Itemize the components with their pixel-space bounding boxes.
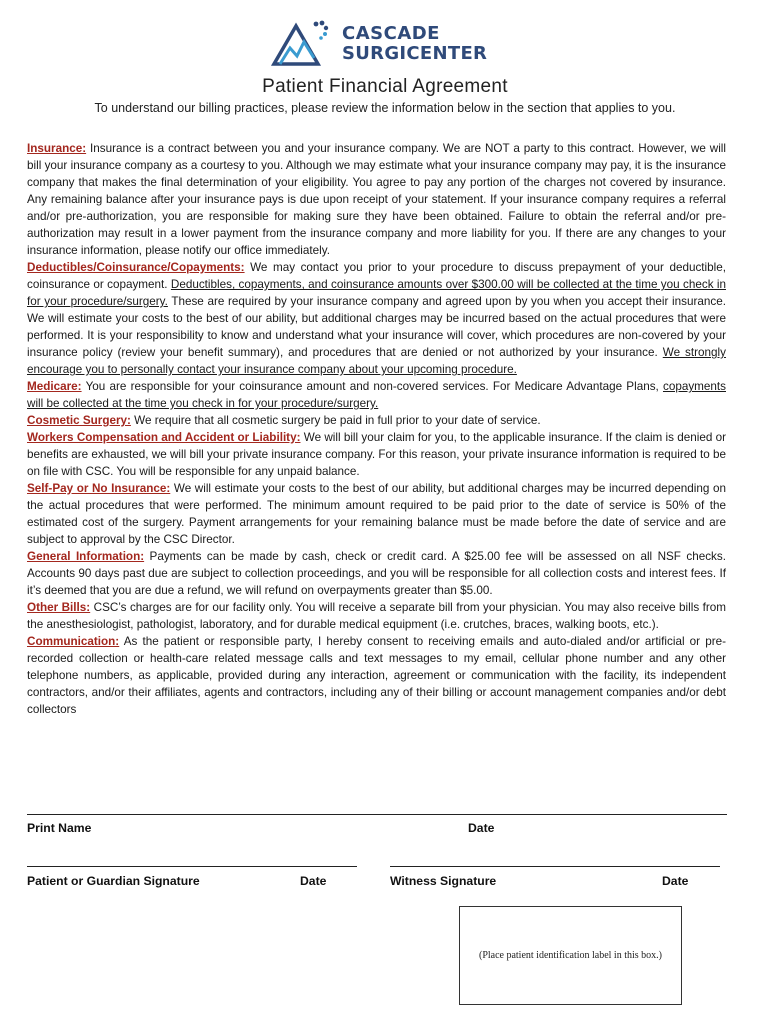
section-medicare: [27, 378, 726, 412]
section-insurance: [27, 140, 726, 259]
section-text-general: Payments can be made by cash, check or credit card. A $25.00 fee will be assessed on all NSF checks. Accounts 90 days past due are subject to collection proceedings, and you will be responsible for all collection costs and interest fees. If it’s deemed that you are due a refund, we will refund on overpayments greater than $5.00.: [27, 550, 726, 597]
section-text-insurance: Insurance is a contract between you and your insurance company. We are NOT a party to this contract. However, we will bill your insurance company as a courtesy to you. Although we may estimate what your insurance company may pay, it is the insurance company that makes the final determination of your eligibility. You agree to pay any portion of the charges not covered by insurance. Any remaining balance after your insurance pays is due upon receipt of your statement. If your insurance company requires a referral and/or pre-authorization, you are responsible for making sure they have been obtained. Failure to obtain the referral and/or pre-authorization may result in a lower payment from the insurance company and more liability for you. If there are any changes to your insurance information, please notify our office immediately.: [27, 142, 726, 257]
logo-line-1: CASCADE: [342, 23, 440, 44]
id-box-instruction: (Place patient identification label in this box.): [478, 950, 662, 961]
section-heading-communication: Communication:: [27, 635, 120, 648]
patient-signature-label: Patient or Guardian Signature: [27, 874, 200, 888]
section-workers: [27, 429, 726, 480]
section-text-selfpay: We will estimate your costs to the best of our ability, but additional charges may be incurred depending on the actual procedures that were performed. The minimum amount required to be paid prior to the date of service is 50% of the estimated cost of the surgery. Payment arrangements for your remaining balance must be made before the date of service and are subject to approval by the CSC Director.: [27, 482, 726, 546]
section-communication: [27, 633, 726, 718]
print-name-date-label: Date: [468, 821, 495, 835]
section-heading-general: General Information:: [27, 550, 145, 563]
section-heading-cosmetic: Cosmetic Surgery:: [27, 414, 131, 427]
page-title: Patient Financial Agreement: [262, 76, 508, 97]
print-name-line[interactable]: [27, 814, 727, 815]
mountain-logo-icon: [270, 18, 336, 68]
section-heading-medicare: Medicare:: [27, 380, 82, 393]
section-text-other: CSC’s charges are for our facility only. You will receive a separate bill from your physician. You may also receive bills from the anesthesiologist, pathologist, laboratory, and for durable medical equipment (i.e. crutches, braces, walking boots, etc.).: [27, 601, 726, 631]
section-selfpay: [27, 480, 726, 548]
section-text-communication: As the patient or responsible party, I hereby consent to receiving emails and auto-dialed and/or artificial or pre-recorded collection or health-care related message calls and text messages to my email, cellular phone number and any other telephone numbers, as applicable, provided during any interaction, agreement or communication with the facility, its independent contractors, and/or their affiliates, agents and contractors, including any of their billing or account management companies and/or debt collectors: [27, 635, 726, 716]
section-underline-medicare: copayments will be collected at the time you check in for your procedure/surgery.: [27, 380, 726, 410]
section-heading-workers: Workers Compensation and Accident or Liability:: [27, 431, 301, 444]
agreement-body: [27, 140, 726, 718]
section-heading-other: Other Bills:: [27, 601, 91, 614]
section-underline-deductibles-2: We strongly encourage you to personally contact your insurance company about your upcoming procedure.: [27, 346, 726, 376]
section-heading-deductibles: Deductibles/Coinsurance/Copayments:: [27, 261, 245, 274]
section-underline-deductibles: Deductibles, copayments, and coinsurance amounts over $300.00 will be collected at the time you check in for your procedure/surgery.: [27, 278, 726, 308]
section-other: [27, 599, 726, 633]
witness-signature-label: Witness Signature: [390, 874, 497, 888]
witness-date-label: Date: [662, 874, 689, 888]
witness-signature-line[interactable]: [390, 866, 720, 867]
section-text-deductibles-2: These are required by your insurance company and agreed upon by you when you accept their insurance. We will estimate your costs to the best of our ability, but additional charges may be incurred based on the actual procedures that were performed. It is your responsibility to know and understand what your insurance will cover, which procedures are non-covered by your insurance policy (review your benefit summary), and procedures that are denied or not authorized by your insurance.: [27, 295, 726, 359]
patient-signature-line[interactable]: [27, 866, 357, 867]
section-deductibles: [27, 259, 726, 378]
logo-wordmark: [342, 24, 487, 64]
section-text-medicare: You are responsible for your coinsurance amount and non-covered services. For Medicare Advantage Plans,: [81, 380, 663, 393]
section-general: [27, 548, 726, 599]
section-heading-selfpay: Self-Pay or No Insurance:: [27, 482, 171, 495]
print-name-label: Print Name: [27, 821, 92, 835]
logo-line-2: SURGICENTER: [342, 43, 488, 64]
section-heading-insurance: Insurance:: [27, 142, 87, 155]
section-text-cosmetic: We require that all cosmetic surgery be paid in full prior to your date of service.: [130, 414, 541, 427]
patient-date-label: Date: [300, 874, 327, 888]
cascade-surgicenter-logo: [270, 18, 500, 68]
patient-id-label-box: [459, 906, 682, 1005]
section-text-deductibles: We may contact you prior to your procedure to discuss prepayment of your deductible, coinsurance or copayment.: [27, 261, 726, 291]
section-text-workers: We will bill your claim for you, to the applicable insurance. If the claim is denied or benefits are exhausted, we will bill your private insurance company. For this reason, your private insurance information is required to be on file with CSC. You will be responsible for any unpaid balance.: [27, 431, 727, 478]
intro-text: To understand our billing practices, please review the information below in the section that applies to you.: [94, 101, 676, 115]
section-cosmetic: [27, 412, 726, 429]
